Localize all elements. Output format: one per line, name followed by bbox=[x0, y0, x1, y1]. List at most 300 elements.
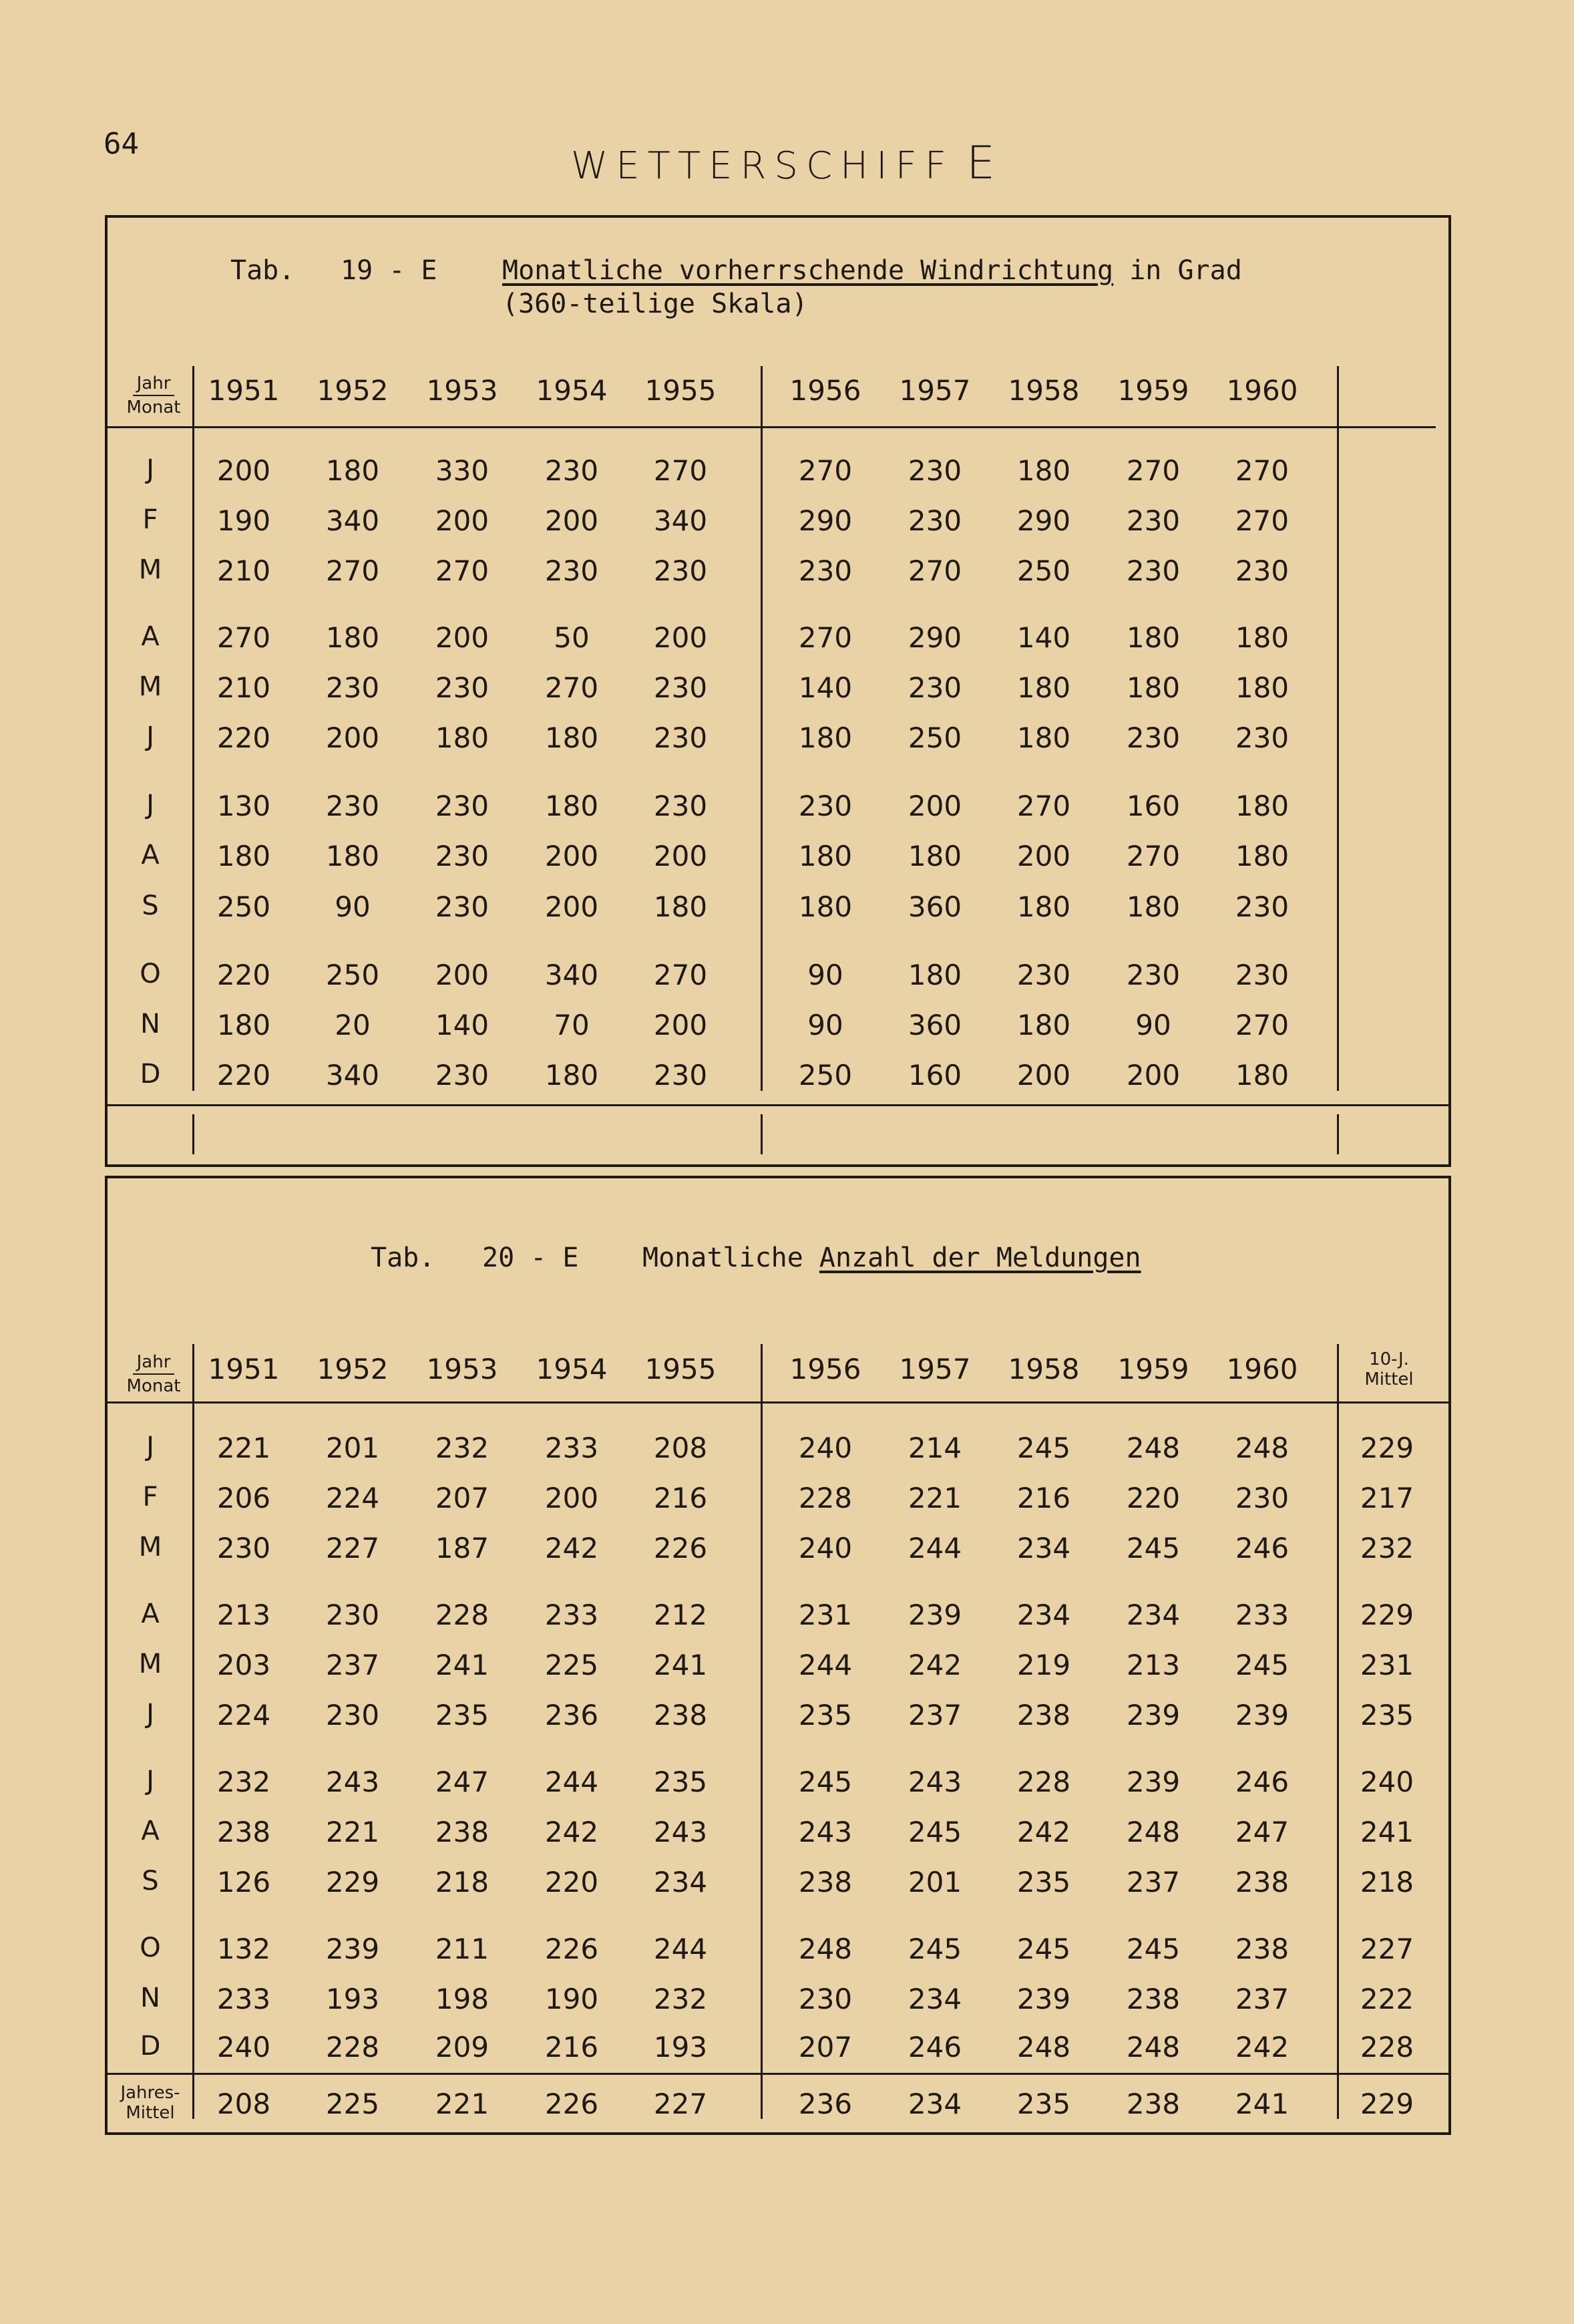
table20-cell: 239 bbox=[1126, 1766, 1181, 1798]
table19-cell: 340 bbox=[325, 504, 380, 537]
table19-cell: 180 bbox=[1016, 890, 1071, 923]
table19-cell: 160 bbox=[1126, 790, 1181, 822]
table20-tab-number: 20 - E bbox=[482, 1242, 579, 1273]
table19-cell: 230 bbox=[908, 504, 962, 537]
table20-cell: 243 bbox=[798, 1816, 853, 1848]
table19-cell: 360 bbox=[908, 1009, 962, 1041]
table19-cell: 230 bbox=[544, 554, 599, 587]
table20-cell: 237 bbox=[1126, 1866, 1181, 1898]
table20-cell: 234 bbox=[908, 1983, 962, 2015]
table20-cell: 240 bbox=[1360, 1766, 1414, 1798]
table20-cell: 216 bbox=[1016, 1482, 1071, 1514]
table20-month-label: A bbox=[141, 1816, 160, 1846]
table19-cell: 200 bbox=[216, 454, 271, 487]
table19-year-header: 1960 bbox=[1226, 374, 1298, 407]
table20-cell: 230 bbox=[325, 1599, 380, 1631]
table20-cell: 217 bbox=[1360, 1482, 1414, 1514]
table20-cell: 230 bbox=[216, 1532, 271, 1564]
table19-cell: 270 bbox=[325, 554, 380, 587]
table19-cell: 200 bbox=[1016, 1059, 1071, 1092]
table19-cell: 270 bbox=[1235, 1009, 1290, 1041]
table19-bottom-rule bbox=[107, 1104, 1449, 1106]
table20-cell: 246 bbox=[1235, 1766, 1290, 1798]
table20-cell: 245 bbox=[908, 1933, 962, 1965]
table19-cell: 270 bbox=[908, 554, 962, 587]
table19-cell: 200 bbox=[653, 840, 708, 872]
table20-title-underlined: Anzahl der Meldungen bbox=[819, 1242, 1141, 1273]
table19-cell: 270 bbox=[1016, 790, 1071, 822]
table19-foot-tick-3 bbox=[1337, 1114, 1339, 1154]
table20-cell: 245 bbox=[1235, 1649, 1290, 1681]
table20-cell: 237 bbox=[908, 1699, 962, 1731]
table20-corner-label bbox=[117, 1351, 190, 1397]
table19-cell: 180 bbox=[544, 721, 599, 754]
table20-cell: 218 bbox=[435, 1866, 489, 1898]
table20-cell: 245 bbox=[798, 1766, 853, 1798]
table20-cell: 233 bbox=[216, 1983, 271, 2015]
table19-month-label: A bbox=[141, 840, 160, 870]
table20-cell: 248 bbox=[1126, 1816, 1181, 1848]
table19-cell: 230 bbox=[1016, 959, 1071, 991]
table20-cell: 207 bbox=[798, 2031, 853, 2063]
table20-cell: 220 bbox=[544, 1866, 599, 1898]
table19-cell: 180 bbox=[1126, 671, 1181, 704]
table19-cell: 230 bbox=[908, 454, 962, 487]
table20-cell: 245 bbox=[1016, 1933, 1071, 1965]
table20-cell: 213 bbox=[216, 1599, 271, 1631]
table19-cell: 230 bbox=[1235, 959, 1290, 991]
table20-cell: 214 bbox=[908, 1432, 962, 1464]
table19-title bbox=[502, 255, 1242, 286]
table20-year-header: 1958 bbox=[1008, 1353, 1080, 1385]
table19-cell: 180 bbox=[908, 840, 962, 872]
table19-corner-label bbox=[117, 372, 190, 419]
table20-cell: 247 bbox=[435, 1766, 489, 1798]
table19-year-header: 1956 bbox=[789, 374, 861, 407]
table19-header-rule bbox=[107, 426, 1436, 428]
table19-cell: 270 bbox=[544, 671, 599, 704]
table19-cell: 230 bbox=[653, 671, 708, 704]
table19-cell: 210 bbox=[216, 671, 271, 704]
table20-cell: 248 bbox=[1126, 1432, 1181, 1464]
table20-cell: 232 bbox=[1360, 1532, 1414, 1564]
table19-cell: 230 bbox=[1126, 959, 1181, 991]
table20-cell: 242 bbox=[1235, 2031, 1290, 2063]
table20-cell: 228 bbox=[798, 1482, 853, 1514]
table19-year-header: 1958 bbox=[1008, 374, 1080, 407]
table19-cell: 180 bbox=[1235, 621, 1290, 654]
table19-cell: 230 bbox=[435, 1059, 489, 1092]
table19-cell: 230 bbox=[1235, 721, 1290, 754]
table20-cell: 222 bbox=[1360, 1983, 1414, 2015]
table20-cell: 234 bbox=[653, 1866, 708, 1898]
table19-cell: 210 bbox=[216, 554, 271, 587]
table19-corner-jahr: Jahr bbox=[133, 372, 175, 396]
table19-cell: 90 bbox=[335, 890, 371, 923]
table19-cell: 180 bbox=[325, 454, 380, 487]
table19-cell: 230 bbox=[908, 671, 962, 704]
table20-month-divider bbox=[192, 1344, 194, 2119]
table20-cell: 245 bbox=[1016, 1432, 1071, 1464]
table20-cell: 226 bbox=[653, 1532, 708, 1564]
table19-month-label: J bbox=[146, 721, 154, 752]
table20-cell: 232 bbox=[435, 1432, 489, 1464]
table20-year-header: 1953 bbox=[426, 1353, 498, 1385]
table20-month-label: N bbox=[140, 1983, 160, 2013]
table20-month-label: J bbox=[146, 1766, 154, 1796]
table20-cell: 235 bbox=[653, 1766, 708, 1798]
table19-cell: 90 bbox=[807, 1009, 843, 1041]
table19-cell: 230 bbox=[653, 554, 708, 587]
table20-annual-cell: 229 bbox=[1360, 2088, 1414, 2120]
table20-cell: 248 bbox=[1016, 2031, 1071, 2063]
table20-cell: 240 bbox=[216, 2031, 271, 2063]
table20-cell: 245 bbox=[1126, 1933, 1181, 1965]
table19-cell: 270 bbox=[1235, 504, 1290, 537]
table20-cell: 244 bbox=[653, 1933, 708, 1965]
table20-annual-cell: 227 bbox=[653, 2088, 708, 2120]
table19-corner-monat: Monat bbox=[126, 397, 181, 418]
table20-cell: 239 bbox=[1235, 1699, 1290, 1731]
table19-month-label: F bbox=[142, 504, 158, 535]
table19-cell: 230 bbox=[653, 721, 708, 754]
table20-annual-label-bottom: Mittel bbox=[126, 2103, 175, 2123]
table20-cell: 228 bbox=[1016, 1766, 1071, 1798]
table20-cell: 209 bbox=[435, 2031, 489, 2063]
table19-cell: 180 bbox=[798, 890, 853, 923]
table20-cell: 227 bbox=[325, 1532, 380, 1564]
table20-cell: 244 bbox=[908, 1532, 962, 1564]
table19-cell: 90 bbox=[807, 959, 843, 991]
table19-cell: 200 bbox=[435, 504, 489, 537]
table19-cell: 340 bbox=[653, 504, 708, 537]
table20-cell: 235 bbox=[435, 1699, 489, 1731]
table19-cell: 230 bbox=[325, 790, 380, 822]
table20-cell: 126 bbox=[216, 1866, 271, 1898]
table20-cell: 229 bbox=[1360, 1599, 1414, 1631]
table20-cell: 233 bbox=[1235, 1599, 1290, 1631]
table20-cell: 228 bbox=[435, 1599, 489, 1631]
table20-cell: 243 bbox=[325, 1766, 380, 1798]
table20-month-label: J bbox=[146, 1432, 154, 1462]
table20-cell: 190 bbox=[544, 1983, 599, 2015]
table20-annual-cell: 208 bbox=[216, 2088, 271, 2120]
table19-cell: 270 bbox=[216, 621, 271, 654]
table20-cell: 247 bbox=[1235, 1816, 1290, 1848]
table19-cell: 140 bbox=[798, 671, 853, 704]
table19-cell: 230 bbox=[653, 1059, 708, 1092]
table19-cell: 70 bbox=[554, 1009, 590, 1041]
table19-cell: 200 bbox=[653, 1009, 708, 1041]
table20-cell: 225 bbox=[544, 1649, 599, 1681]
table19-cell: 270 bbox=[653, 454, 708, 487]
table19-cell: 230 bbox=[1235, 890, 1290, 923]
table20-month-label: A bbox=[141, 1599, 160, 1629]
table20-cell: 228 bbox=[1360, 2031, 1414, 2063]
table20-cell: 221 bbox=[325, 1816, 380, 1848]
table20-cell: 228 bbox=[325, 2031, 380, 2063]
table19-cell: 130 bbox=[216, 790, 271, 822]
table19-cell: 230 bbox=[435, 840, 489, 872]
table19-cell: 180 bbox=[1235, 1059, 1290, 1092]
table20-cell: 201 bbox=[908, 1866, 962, 1898]
table19-year-header: 1952 bbox=[317, 374, 389, 407]
table20-cell: 219 bbox=[1016, 1649, 1071, 1681]
table20-cell: 224 bbox=[216, 1699, 271, 1731]
table20-cell: 242 bbox=[1016, 1816, 1071, 1848]
table20-cell: 193 bbox=[653, 2031, 708, 2063]
table19-cell: 160 bbox=[908, 1059, 962, 1092]
table19-cell: 230 bbox=[435, 790, 489, 822]
page-title-text: WETTERSCHIFF bbox=[570, 144, 955, 188]
table19-cell: 200 bbox=[908, 790, 962, 822]
table20-mean-header bbox=[1352, 1349, 1426, 1389]
table19-cell: 220 bbox=[216, 721, 271, 754]
table19-foot-tick-1 bbox=[192, 1114, 194, 1154]
table19-cell: 180 bbox=[908, 959, 962, 991]
table19-cell: 250 bbox=[908, 721, 962, 754]
table20-cell: 246 bbox=[908, 2031, 962, 2063]
table20-cell: 239 bbox=[1016, 1983, 1071, 2015]
table20-annual-cell: 236 bbox=[798, 2088, 853, 2120]
table20-cell: 211 bbox=[435, 1933, 489, 1965]
table20-cell: 248 bbox=[1235, 1432, 1290, 1464]
table19-cell: 340 bbox=[325, 1059, 380, 1092]
table20-month-label: F bbox=[142, 1482, 158, 1512]
table20-tab-label: Tab. bbox=[371, 1242, 435, 1273]
table19-subtitle: (360-teilige Skala) bbox=[502, 289, 808, 319]
table20-mean-header-top: 10-J. bbox=[1369, 1349, 1409, 1369]
table20-cell: 208 bbox=[653, 1432, 708, 1464]
table19-cell: 180 bbox=[653, 890, 708, 923]
table20-title bbox=[642, 1242, 1141, 1273]
table20-cell: 241 bbox=[1360, 1816, 1414, 1848]
table19-tab-number: 19 - E bbox=[341, 255, 437, 286]
table19-cell: 230 bbox=[1235, 554, 1290, 587]
table19-cell: 230 bbox=[1126, 554, 1181, 587]
table19-cell: 180 bbox=[1016, 1009, 1071, 1041]
table20-year-header: 1957 bbox=[899, 1353, 971, 1385]
table20-cell: 235 bbox=[798, 1699, 853, 1731]
table20-cell: 234 bbox=[1016, 1599, 1071, 1631]
table19-half-divider bbox=[761, 366, 763, 1091]
table20-cell: 239 bbox=[325, 1933, 380, 1965]
table20-cell: 243 bbox=[908, 1766, 962, 1798]
table19-cell: 180 bbox=[1235, 790, 1290, 822]
table20-corner-monat: Monat bbox=[126, 1376, 181, 1396]
table20-annual-rule bbox=[107, 2073, 1449, 2075]
table20-cell: 238 bbox=[435, 1816, 489, 1848]
table20-cell: 238 bbox=[1126, 1983, 1181, 2015]
table19-title-suffix: in Grad bbox=[1129, 255, 1242, 286]
table20-half-divider bbox=[761, 1344, 763, 2119]
table20-cell: 242 bbox=[544, 1532, 599, 1564]
table19-month-label: D bbox=[140, 1059, 161, 1090]
table20-cell: 229 bbox=[1360, 1432, 1414, 1464]
table20-cell: 227 bbox=[1360, 1933, 1414, 1965]
table20-cell: 193 bbox=[325, 1983, 380, 2015]
table20-year-header: 1954 bbox=[536, 1353, 608, 1385]
table20-cell: 239 bbox=[1126, 1699, 1181, 1731]
table20-cell: 244 bbox=[544, 1766, 599, 1798]
table20-cell: 230 bbox=[325, 1699, 380, 1731]
table20-cell: 198 bbox=[435, 1983, 489, 2015]
table20-cell: 207 bbox=[435, 1482, 489, 1514]
table20-cell: 243 bbox=[653, 1816, 708, 1848]
table19-tab-label: Tab. bbox=[230, 255, 295, 286]
table19-cell: 230 bbox=[1126, 721, 1181, 754]
table20-annual-label-top: Jahres- bbox=[120, 2083, 180, 2103]
table20-month-label: J bbox=[146, 1699, 154, 1729]
table20-cell: 213 bbox=[1126, 1649, 1181, 1681]
table19-cell: 180 bbox=[544, 790, 599, 822]
table19-cell: 270 bbox=[1126, 454, 1181, 487]
table20-cell: 238 bbox=[1235, 1866, 1290, 1898]
table19-month-label: J bbox=[146, 790, 154, 820]
table20-mean-divider bbox=[1337, 1344, 1339, 2119]
table19-month-label: M bbox=[138, 671, 162, 702]
table20-month-label: D bbox=[140, 2031, 161, 2061]
table20-annual-label bbox=[110, 2083, 190, 2123]
table19-month-label: A bbox=[141, 621, 160, 652]
page-title-letter: E bbox=[966, 137, 1004, 190]
table19-cell: 230 bbox=[435, 671, 489, 704]
table19-cell: 180 bbox=[798, 840, 853, 872]
table20-corner-jahr: Jahr bbox=[133, 1351, 175, 1375]
table20-cell: 234 bbox=[1016, 1532, 1071, 1564]
table19-foot-tick-2 bbox=[761, 1114, 763, 1154]
table19-month-label: M bbox=[138, 554, 162, 585]
table19-cell: 180 bbox=[1126, 890, 1181, 923]
table19-cell: 180 bbox=[1235, 671, 1290, 704]
table19-cell: 290 bbox=[1016, 504, 1071, 537]
table20-cell: 216 bbox=[544, 2031, 599, 2063]
table19-year-header: 1957 bbox=[899, 374, 971, 407]
table20-cell: 240 bbox=[798, 1432, 853, 1464]
table20-title-prefix: Monatliche bbox=[642, 1242, 803, 1273]
table19-cell: 180 bbox=[1235, 840, 1290, 872]
table20-year-header: 1955 bbox=[644, 1353, 717, 1385]
table20-cell: 212 bbox=[653, 1599, 708, 1631]
table20-cell: 187 bbox=[435, 1532, 489, 1564]
table19-cell: 270 bbox=[435, 554, 489, 587]
table19-cell: 200 bbox=[325, 721, 380, 754]
table19-cell: 360 bbox=[908, 890, 962, 923]
table20-cell: 248 bbox=[1126, 2031, 1181, 2063]
table19-cell: 290 bbox=[798, 504, 853, 537]
table19-cell: 200 bbox=[435, 959, 489, 991]
table20-cell: 240 bbox=[798, 1532, 853, 1564]
table19-cell: 200 bbox=[544, 840, 599, 872]
table19-cell: 230 bbox=[798, 554, 853, 587]
table20-year-header: 1960 bbox=[1226, 1353, 1298, 1385]
table20-cell: 200 bbox=[544, 1482, 599, 1514]
table19-cell: 200 bbox=[653, 621, 708, 654]
table19-cell: 180 bbox=[435, 721, 489, 754]
table20-cell: 230 bbox=[798, 1983, 853, 2015]
table19-month-label: N bbox=[140, 1009, 160, 1039]
table20-cell: 206 bbox=[216, 1482, 271, 1514]
table19-title-underlined: Monatliche vorherrschende Windrichtung bbox=[502, 255, 1114, 286]
table19-cell: 250 bbox=[798, 1059, 853, 1092]
table20-annual-cell: 226 bbox=[544, 2088, 599, 2120]
table19-cell: 290 bbox=[908, 621, 962, 654]
table20-annual-cell: 241 bbox=[1235, 2088, 1290, 2120]
table20-cell: 248 bbox=[798, 1933, 853, 1965]
table19-cell: 200 bbox=[435, 621, 489, 654]
table20-cell: 238 bbox=[798, 1866, 853, 1898]
table19-cell: 230 bbox=[798, 790, 853, 822]
table19-cell: 250 bbox=[325, 959, 380, 991]
table20-year-header: 1956 bbox=[789, 1353, 861, 1385]
table20-cell: 220 bbox=[1126, 1482, 1181, 1514]
table19-cell: 220 bbox=[216, 959, 271, 991]
table19-cell: 50 bbox=[554, 621, 590, 654]
table20-mean-header-bottom: Mittel bbox=[1364, 1369, 1414, 1389]
table20-cell: 245 bbox=[1126, 1532, 1181, 1564]
table20-annual-cell: 221 bbox=[435, 2088, 489, 2120]
table20-cell: 224 bbox=[325, 1482, 380, 1514]
table19-month-label: J bbox=[146, 454, 154, 485]
table20-cell: 235 bbox=[1360, 1699, 1414, 1731]
table20-cell: 238 bbox=[1235, 1933, 1290, 1965]
table20-cell: 231 bbox=[798, 1599, 853, 1631]
table19-cell: 330 bbox=[435, 454, 489, 487]
table20-cell: 237 bbox=[325, 1649, 380, 1681]
table19-cell: 20 bbox=[335, 1009, 371, 1041]
table19-cell: 180 bbox=[325, 621, 380, 654]
table19-cell: 230 bbox=[1126, 504, 1181, 537]
table19-cell: 180 bbox=[798, 721, 853, 754]
table19-cell: 230 bbox=[325, 671, 380, 704]
table19-cell: 250 bbox=[216, 890, 271, 923]
table19-cell: 180 bbox=[1126, 621, 1181, 654]
table19-cell: 270 bbox=[653, 959, 708, 991]
table20-cell: 238 bbox=[1016, 1699, 1071, 1731]
table19-cell: 200 bbox=[1016, 840, 1071, 872]
table19-month-divider bbox=[192, 366, 194, 1091]
table19-year-header: 1954 bbox=[536, 374, 608, 407]
table20-cell: 226 bbox=[544, 1933, 599, 1965]
table20-cell: 238 bbox=[216, 1816, 271, 1848]
table20-cell: 221 bbox=[216, 1432, 271, 1464]
table20-year-header: 1959 bbox=[1117, 1353, 1189, 1385]
table20-year-header: 1951 bbox=[208, 1353, 280, 1385]
table20-cell: 235 bbox=[1016, 1866, 1071, 1898]
table20-cell: 238 bbox=[653, 1699, 708, 1731]
table19-cell: 190 bbox=[216, 504, 271, 537]
table20-cell: 239 bbox=[908, 1599, 962, 1631]
table20-cell: 242 bbox=[908, 1649, 962, 1681]
table19-cell: 140 bbox=[435, 1009, 489, 1041]
table20-cell: 229 bbox=[325, 1866, 380, 1898]
table20-cell: 234 bbox=[1126, 1599, 1181, 1631]
table19-cell: 180 bbox=[216, 840, 271, 872]
table19-cell: 270 bbox=[798, 621, 853, 654]
table20-year-header: 1952 bbox=[317, 1353, 389, 1385]
table20-cell: 221 bbox=[908, 1482, 962, 1514]
table20-cell: 236 bbox=[544, 1699, 599, 1731]
table19-cell: 230 bbox=[544, 454, 599, 487]
table20-month-label: O bbox=[140, 1933, 161, 1963]
table19-year-header: 1951 bbox=[208, 374, 280, 407]
table20-cell: 232 bbox=[653, 1983, 708, 2015]
table19-cell: 230 bbox=[653, 790, 708, 822]
table19-cell: 180 bbox=[1016, 454, 1071, 487]
table20-cell: 233 bbox=[544, 1432, 599, 1464]
table20-cell: 233 bbox=[544, 1599, 599, 1631]
table20-cell: 245 bbox=[908, 1816, 962, 1848]
